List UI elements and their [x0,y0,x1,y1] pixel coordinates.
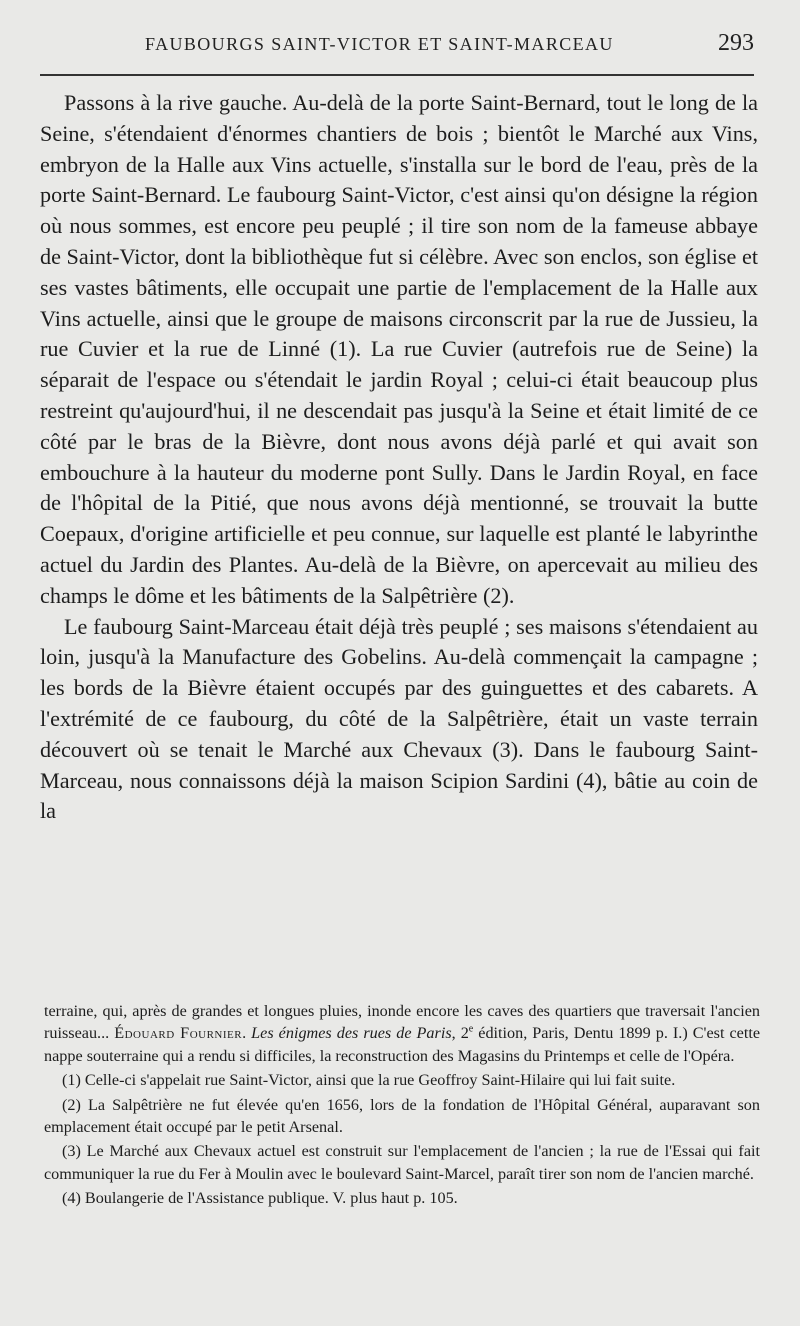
footnote-book-title: Les énigmes des rues de Paris [251,1024,452,1043]
page-header [40,30,754,66]
footnote-4: (4) Boulangerie de l'Assistance publique. V. plus haut p. 105. [62,1189,458,1208]
paragraph: Le faubourg Saint-Marceau était déjà très peuplé ; ses maisons s'étendaient au loin, jusqu'à la Manufacture des Gobelins. Au-delà commençait la campagne ; les bords de la Bièvre étaient occupés par des guinguettes et des cabarets. A l'extrémité de ce faubourg, du côté de la Salpêtrière, était un vaste terrain découvert où se tenait le Marché aux Chevaux (3). Dans le faubourg Saint-Marceau, nous connaissons déjà la maison Scipion Sardini (4), bâtie au coin de la [40,613,758,824]
footnote-separator: , 2 [451,1024,469,1043]
footnote-3: (3) Le Marché aux Chevaux actuel est construit sur l'emplacement de l'ancien ; la rue de l'Essai qui fait communiquer la rue du Fer à Moulin avec le boulevard Saint-Marcel, paraît tirer son nom de l'ancien marché. [44,1142,760,1183]
footnote-superscript: e [468,1024,474,1036]
header-rule [40,74,754,76]
running-title: FAUBOURGS SAINT-VICTOR ET SAINT-MARCEAU [145,34,614,54]
footnote-continuation [44,1000,760,1067]
footnote-text: terraine, qui, après de grandes et longues pluies, inonde encore les caves des quartiers que traversait l'ancien ruisseau... [44,1002,760,1043]
page-number: 293 [718,30,754,56]
footnotes [44,1000,760,1210]
footnote-text: édition, Paris, Dentu 1899 p. I.) C'est cette nappe souterraine qui a rendu si difficiles, la reconstruction des Magasins du Printemps et celle de l'Opéra. [44,1024,761,1065]
footnote-1: (1) Celle-ci s'appelait rue Saint-Victor, ainsi que la rue Geoffroy Saint-Hilaire qui lui fait suite. [62,1071,676,1090]
footnote-separator: . [242,1024,252,1043]
paragraph: Passons à la rive gauche. Au-delà de la porte Saint-Bernard, tout le long de la Seine, s'étendaient d'énormes chantiers de bois ; bientôt le Marché aux Vins, embryon de la Halle aux Vins actuelle, s'installa sur le bord de l'eau, près de la porte Saint-Bernard. Le faubourg Saint-Victor, c'est ainsi qu'on désigne la région où nous sommes, est encore peu peuplé ; il tire son nom de la fameuse abbaye de Saint-Victor, dont la bibliothèque fut si célèbre. Avec son enclos, son église et ses vastes bâtiments, elle occupait une partie de l'emplacement de la Halle aux Vins actuelle, ainsi que le groupe de maisons circonscrit par la rue de Jussieu, la rue Cuvier et la rue de Linné (1). La rue Cuvier (autrefois rue de Seine) la séparait de l'espace ou s'étendait le jardin Royal ; celui-ci était beaucoup plus restreint qu'aujourd'hui, il ne descendait pas jusqu'à la Seine et était limité de ce côté par le bras de la Bièvre, dont nous avons déjà parlé et qui avait son embouchure à la hauteur du moderne pont Sully. Dans le Jardin Royal, en face de l'hôpital de la Pitié, que nous avons déjà mentionné, se trouvait la butte Coepaux, d'origine artificielle et peu connue, sur laquelle est planté le labyrinthe actuel du Jardin des Plantes. Au-delà de la Bièvre, on apercevait au milieu des champs le dôme et les bâtiments de la Salpêtrière (2). [40,90,758,608]
main-text [40,88,758,827]
footnote-author: Édouard Fournier [114,1024,243,1043]
footnote-2: (2) La Salpêtrière ne fut élevée qu'en 1656, lors de la fondation de l'Hôpital Général, auparavant son emplacement était occupé par le petit Arsenal. [44,1095,760,1137]
